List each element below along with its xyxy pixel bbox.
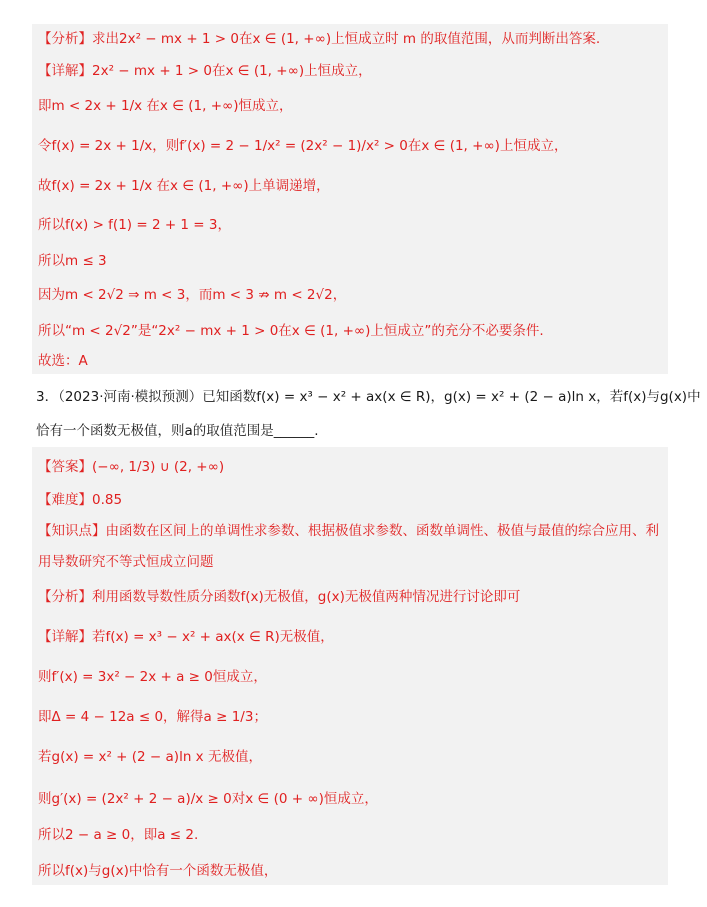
step-line: 令f(x) = 2x + 1/x，则f′(x) = 2 − 1/x² = (2x² − 1)/x² > 0在x ∈ (1, +∞)上恒成立， xyxy=(38,138,568,154)
analysis-line: 【分析】求出2x² − mx + 1 > 0在x ∈ (1, +∞)上恒成立时 m 的取值范围，从而判断出答案. xyxy=(38,31,601,47)
detail-line: 【详解】2x² − mx + 1 > 0在x ∈ (1, +∞)上恒成立， xyxy=(38,63,372,79)
step-line: 所以2 − a ≥ 0，即a ≤ 2. xyxy=(38,827,199,843)
step-line: 故f(x) = 2x + 1/x 在x ∈ (1, +∞)上单调递增， xyxy=(38,178,330,194)
difficulty-line: 【难度】0.85 xyxy=(38,492,123,508)
step-line: 所以m ≤ 3 xyxy=(38,253,107,269)
step-line: 即m < 2x + 1/x 在x ∈ (1, +∞)恒成立， xyxy=(38,98,293,114)
detail-line: 【详解】若f(x) = x³ − x² + ax(x ∈ R)无极值， xyxy=(38,629,334,645)
step-line: 则g′(x) = (2x² + 2 − a)/x ≥ 0对x ∈ (0 + ∞)恒成立， xyxy=(38,791,378,807)
choice-line: 故选：A xyxy=(38,353,88,369)
step-line: 则f′(x) = 3x² − 2x + a ≥ 0恒成立， xyxy=(38,669,267,685)
problem-text: 恰有一个函数无极值，则a的取值范围是______. xyxy=(36,423,319,439)
step-line: 若g(x) = x² + (2 − a)ln x 无极值， xyxy=(38,749,262,765)
analysis-line: 【分析】利用函数导数性质分函数f(x)无极值，g(x)无极值两种情况进行讨论即可 xyxy=(38,589,521,605)
solution-panel-bottom xyxy=(32,447,668,885)
step-line: 因为m < 2√2 ⇒ m < 3，而m < 3 ⇏ m < 2√2， xyxy=(38,287,347,303)
problem-text: 3．（2023·河南·模拟预测）已知函数f(x) = x³ − x² + ax(x ∈ R)，g(x) = x² + (2 − a)ln x，若f(x)与g(x)中 xyxy=(36,389,701,405)
step-line: 所以f(x)与g(x)中恰有一个函数无极值， xyxy=(38,863,278,879)
step-line: 即Δ = 4 − 12a ≤ 0，解得a ≥ 1/3； xyxy=(38,709,267,725)
step-line: 所以f(x) > f(1) = 2 + 1 = 3， xyxy=(38,217,231,233)
knowledge-line: 用导数研究不等式恒成立问题 xyxy=(38,554,214,570)
answer-line: 【答案】(−∞, 1/3) ∪ (2, +∞) xyxy=(38,459,225,475)
knowledge-line: 【知识点】由函数在区间上的单调性求参数、根据极值求参数、函数单调性、极值与最值的综合应用、利 xyxy=(38,523,659,539)
step-line: 所以“m < 2√2”是“2x² − mx + 1 > 0在x ∈ (1, +∞)上恒成立”的充分不必要条件. xyxy=(38,323,544,339)
